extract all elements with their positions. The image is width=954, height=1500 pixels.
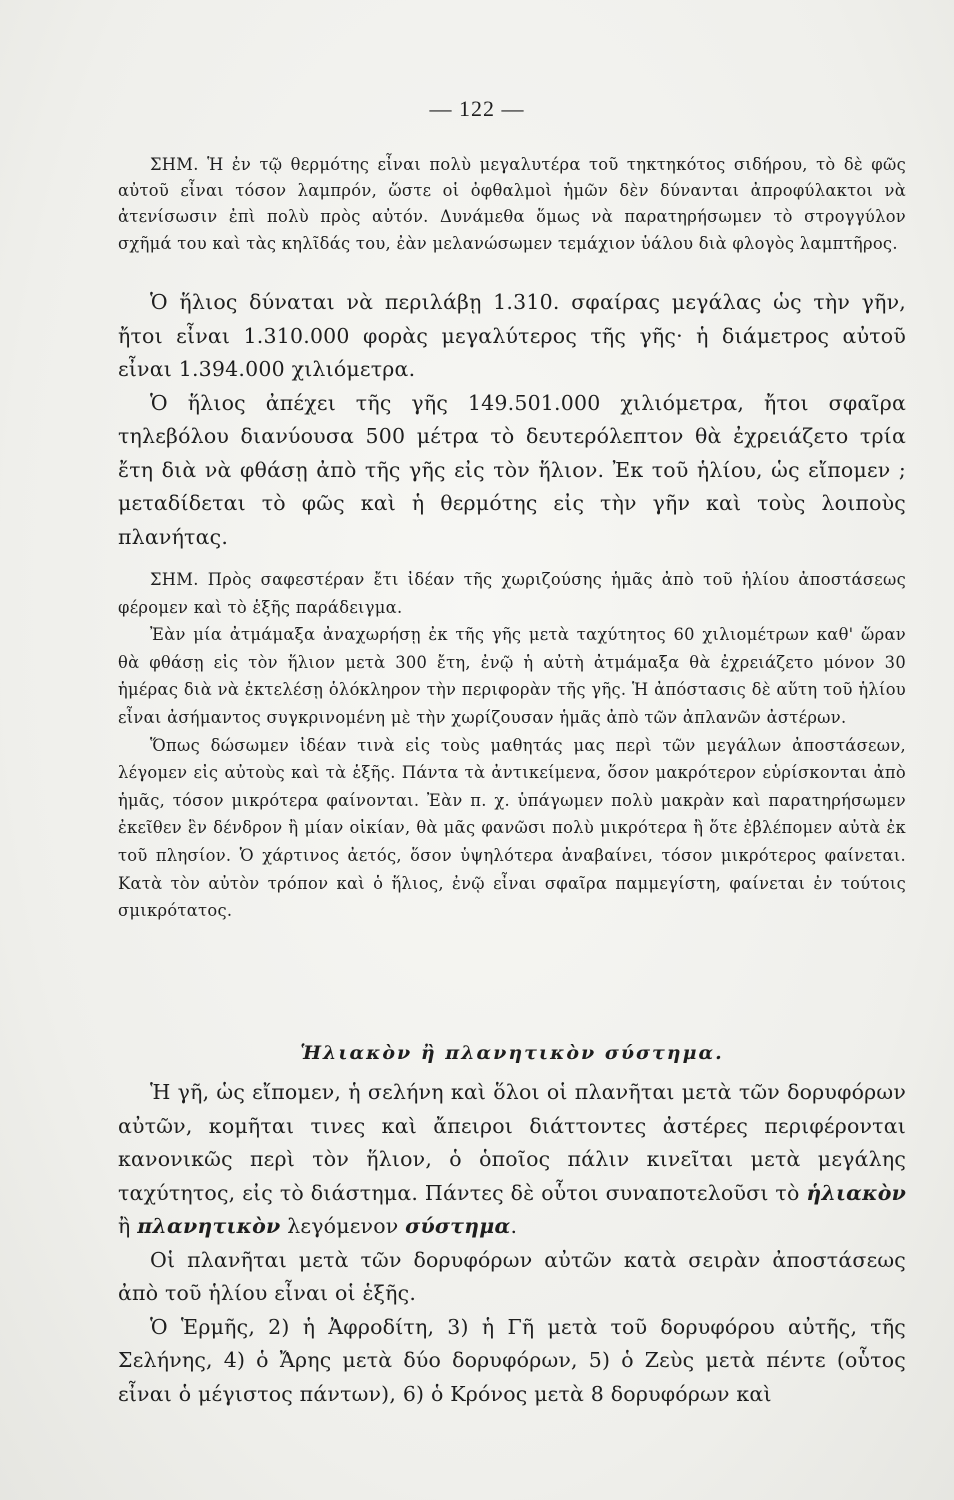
distance-note-section	[118, 566, 906, 925]
term-heliacal: ἡλιακὸν	[806, 1180, 906, 1205]
sun-size-section	[118, 286, 906, 554]
planets-list-paragraph: Ὁ Ἑρμῆς, 2) ἡ Ἀφροδίτη, 3) ἡ Γῆ μετὰ τοῦ δορυφόρου αὐτῆς, τῆς Σελήνης, 4) ὁ Ἄρης μετὰ δύο δορυφόρων, 5) ὁ Ζεὺς μετὰ πέντε (οὗτος εἶναι ὁ μέγιστος πάντων), 6) ὁ Κρόνος μετὰ 8 δορυφόρων καὶ	[118, 1314, 906, 1406]
perspective-example-paragraph: Ὅπως δώσωμεν ἰδέαν τινὰ εἰς τοὺς μαθητάς μας περὶ τῶν μεγάλων ἀποστάσεων, λέγομεν εἰς αὐτοὺς καὶ τὰ ἑξῆς. Πάντα τὰ ἀντικείμενα, ὅσον μακρότερον εὑρίσκονται ἀπὸ ἡμᾶς, τόσον μικρότερα φαίνονται. Ἐὰν π. χ. ὑπάγωμεν πολὺ μακρὰν καὶ παρατηρήσωμεν ἐκεῖθεν ἓν δένδρον ἢ μίαν οἰκίαν, θὰ μᾶς φανῶσι πολὺ μικρότερα ἢ ὅτε ἐβλέπομεν αὐτὰ ἐκ τοῦ πλησίον. Ὁ χάρτινος ἀετός, ὅσον ὑψηλότερα ἀναβαίνει, τόσον μικρότερος φαίνεται. Κατὰ τὸν αὐτὸν τρόπον καὶ ὁ ἥλιος, ἐνῷ εἶναι σφαῖρα παμμεγίστη, φαίνεται ἐν τούτοις σμικρότατος.	[118, 735, 906, 921]
page-number: — 122 —	[429, 96, 525, 121]
solar-system-text-b: ἢ	[118, 1214, 131, 1238]
solar-system-text-a: Ἡ γῆ, ὡς εἴπομεν, ἡ σελήνη καὶ ὅλοι οἱ πλανῆται μετὰ τῶν δορυφόρων αὐτῶν, κομῆται τινες καὶ ἄπειροι διάττοντες ἀστέρες περιφέρονται κανονικῶς περὶ τὸν ἥλιον, ὁ ὁποῖος πάλιν κινεῖται μετὰ μεγάλης ταχύτητος, εἰς τὸ διάστημα. Πάντες δὲ οὗτοι συναποτελοῦσι τὸ	[118, 1080, 906, 1205]
solar-system-text-c: λεγόμενον	[287, 1214, 399, 1238]
distance-note-intro: ΣΗΜ. Πρὸς σαφεστέραν ἔτι ἰδέαν τῆς χωριζούσης ἡμᾶς ἀπὸ τοῦ ἡλίου ἀποστάσεως φέρομεν καὶ τὸ ἑξῆς παράδειγμα.	[118, 570, 906, 617]
note-paragraph-1	[118, 152, 906, 257]
note-text: ΣΗΜ. Ἡ ἐν τῷ θερμότης εἶναι πολὺ μεγαλυτέρα τοῦ τηκτηκότος σιδήρου, τὸ δὲ φῶς αὐτοῦ εἶναι τόσον λαμπρόν, ὥστε οἱ ὀφθαλμοὶ ἡμῶν δὲν δύνανται ἀπροφύλακτοι νὰ ἀτενίσωσιν ἐπὶ πολὺ πρὸς αὐτόν. Δυνάμεθα ὅμως νὰ παρατηρήσωμεν τὸ στρογγύλον σχῆμά του καὶ τὰς κηλῖδάς του, ἐὰν μελανώσωμεν τεμάχιον ὑάλου διὰ φλογὸς λαμπτῆρος.	[118, 155, 906, 253]
planets-intro-paragraph: Οἱ πλανῆται μετὰ τῶν δορυφόρων αὐτῶν κατὰ σειρὰν ἀποστάσεως ἀπὸ τοῦ ἡλίου εἶναι οἱ ἑξῆς.	[118, 1247, 906, 1305]
sun-distance-paragraph: Ὁ ἥλιος ἀπέχει τῆς γῆς 149.501.000 χιλιόμετρα, ἤτοι σφαῖρα τηλεβόλου διανύουσα 500 μέτρα τὸ δευτερόλεπτον θὰ ἐχρειάζετο τρία ἔτη διὰ νὰ φθάσῃ ἀπὸ τῆς γῆς εἰς τὸν ἥλιον. Ἐκ τοῦ ἡλίου, ὡς εἴπομεν ; μεταδίδεται τὸ φῶς καὶ ἡ θερμότης εἰς τὴν γῆν καὶ τοὺς λοιποὺς πλανήτας.	[118, 390, 906, 549]
solar-system-paragraph	[118, 1076, 906, 1244]
term-planetary: πλανητικὸν	[137, 1214, 281, 1238]
term-system: σύστημα	[405, 1214, 511, 1238]
train-example-paragraph: Ἐὰν μία ἀτμάμαξα ἀναχωρήσῃ ἐκ τῆς γῆς μετὰ ταχύτητος 60 χιλιομέτρων καθ' ὥραν θὰ φθάσῃ εἰς τὸν ἥλιον μετὰ 300 ἔτη, ἐνῷ ἡ αὐτὴ ἀτμάμαξα θὰ ἐχρειάζετο μόνον 30 ἡμέρας διὰ νὰ ἐκτελέσῃ ὁλόκληρον τὴν περιφορὰν τῆς γῆς. Ἡ ἀπόστασις δὲ αὕτη τοῦ ἡλίου εἶναι ἀσήμαντος συγκρινομένη μὲ τὴν χωρίζουσαν ἡμᾶς ἀπὸ τῶν ἀπλανῶν ἀστέρων.	[118, 625, 906, 727]
sun-size-paragraph: Ὁ ἥλιος δύναται νὰ περιλάβῃ 1.310. σφαίρας μεγάλας ὡς τὴν γῆν, ἤτοι εἶναι 1.310.000 φορὰς μεγαλύτερος τῆς γῆς· ἡ διάμετρος αὐτοῦ εἶναι 1.394.000 χιλιόμετρα.	[118, 290, 906, 381]
section-heading: Ἡλιακὸν ἢ πλανητικὸν σύστημα.	[300, 1042, 724, 1064]
solar-system-section	[118, 1076, 906, 1411]
solar-system-text-d: .	[510, 1214, 518, 1238]
